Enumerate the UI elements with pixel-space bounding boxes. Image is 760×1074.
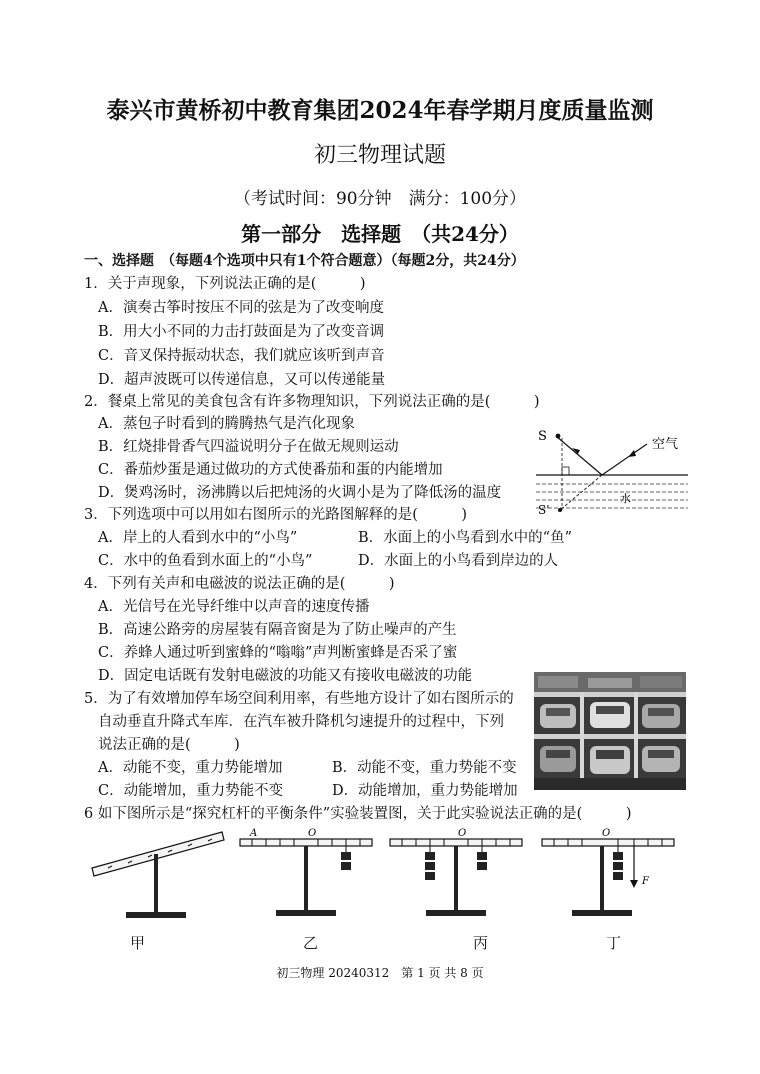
question-3-stem: 3．下列选项中可以用如右图所示的光路图解释的是( ) (84, 507, 468, 523)
question-2-option-d: D．煲鸡汤时，汤沸腾以后把炖汤的火调小是为了降低汤的温度 (98, 485, 502, 501)
question-5-stem-line-2: 自动垂直升降式车库．在汽车被升降机匀速提升的过程中，下列 (98, 714, 504, 730)
question-3-option-d: D．水面上的小鸟看到岸边的人 (358, 553, 559, 569)
question-5-option-d: D．动能增加，重力势能增加 (332, 783, 518, 799)
lever-figure-jia (88, 826, 228, 921)
image-point (558, 508, 562, 512)
lever-caption-jia: 甲 (130, 934, 146, 952)
question-5-stem-line-3: 说法正确的是( ) (98, 737, 240, 753)
question-4-option-c: C．养蜂人通过听到蜜蜂的“嗡嗡”声判断蜜蜂是否采了蜜 (98, 645, 458, 661)
exam-info: （考试时间：90分钟 满分：100分） (233, 189, 527, 209)
lever-figure-ding (538, 826, 678, 921)
question-2-option-b: B．红烧排骨香气四溢说明分子在做无规则运动 (98, 439, 399, 455)
question-4-option-a: A．光信号在光导纤维中以声音的速度传播 (98, 599, 370, 615)
question-6-stem: 6 如下图所示是“探究杠杆的平衡条件”实验装置图，关于此实验说法正确的是( ) (84, 806, 632, 822)
light-path-figure (532, 424, 692, 519)
question-5-option-b: B．动能不变，重力势能不变 (332, 760, 517, 776)
label-water: 水 (620, 492, 631, 505)
lever-caption-yi: 乙 (303, 934, 319, 952)
question-3-option-a: A．岸上的人看到水中的“小鸟” (98, 530, 298, 546)
question-1-stem: 1．关于声现象，下列说法正确的是( ) (84, 276, 366, 292)
question-2-stem: 2．餐桌上常见的美食包含有许多物理知识，下列说法正确的是( ) (84, 394, 540, 410)
label-air: 空气 (652, 437, 679, 452)
lever-figure-bing (386, 826, 526, 921)
question-1-option-c: C．音叉保持振动状态，我们就应该听到声音 (98, 348, 385, 364)
label-o: O (308, 828, 317, 839)
source-point (556, 434, 561, 439)
question-3-option-c: C．水中的鱼看到水面上的“小鸟” (98, 553, 313, 569)
question-3-option-b: B．水面上的小鸟看到水中的“鱼” (358, 530, 572, 546)
label-o-ding: O (602, 828, 611, 839)
virtual-image-ray (560, 475, 602, 510)
question-4-option-b: B．高速公路旁的房屋装有隔音窗是为了防止噪声的产生 (98, 622, 457, 638)
question-1-option-d: D．超声波既可以传递信息，又可以传递能量 (98, 372, 386, 388)
lever-caption-ding: 丁 (606, 934, 622, 952)
exam-subtitle: 初三物理试题 (313, 143, 446, 168)
label-s-prime: S' (538, 503, 550, 517)
page-footer: 初三物理 20240312 第 1 页 共 8 页 (276, 966, 484, 980)
question-1-option-b: B．用大小不同的力击打鼓面是为了改变音调 (98, 324, 385, 340)
question-2-option-c: C．番茄炒蛋是通过做功的方式使番茄和蛋的内能增加 (98, 462, 443, 478)
question-4-stem: 4．下列有关声和电磁波的说法正确的是( ) (84, 576, 395, 592)
part-one-title: 第一部分 选择题 （共24分） (241, 222, 519, 246)
question-4-option-d: D．固定电话既有发射电磁波的功能又有接收电磁波的功能 (98, 668, 473, 684)
parking-garage-photo (534, 672, 686, 790)
reflected-ray (602, 444, 647, 475)
question-1-option-a: A．演奏古筝时按压不同的弦是为了改变响度 (98, 300, 384, 316)
question-2-option-a: A．蒸包子时看到的腾腾热气是汽化现象 (98, 416, 355, 432)
exam-title: 泰兴市黄桥初中教育集团2024年春学期月度质量监测 (106, 97, 654, 124)
section-heading: 一、选择题 （每题4个选项中只有1个符合题意）（每题2分，共24分） (84, 253, 525, 269)
lever-caption-bing: 丙 (473, 934, 489, 952)
label-o-bing: O (458, 828, 467, 839)
lever-figure-yi (236, 826, 376, 921)
question-5-option-c: C．动能增加，重力势能不变 (98, 783, 284, 799)
label-a: A (250, 828, 258, 839)
question-5-stem-line-1: 5．为了有效增加停车场空间利用率，有些地方设计了如右图所示的 (84, 691, 514, 707)
label-f: F (642, 876, 649, 887)
label-s: S (538, 429, 547, 444)
question-5-option-a: A．动能不变，重力势能增加 (98, 760, 283, 776)
incident-ray (556, 436, 602, 475)
